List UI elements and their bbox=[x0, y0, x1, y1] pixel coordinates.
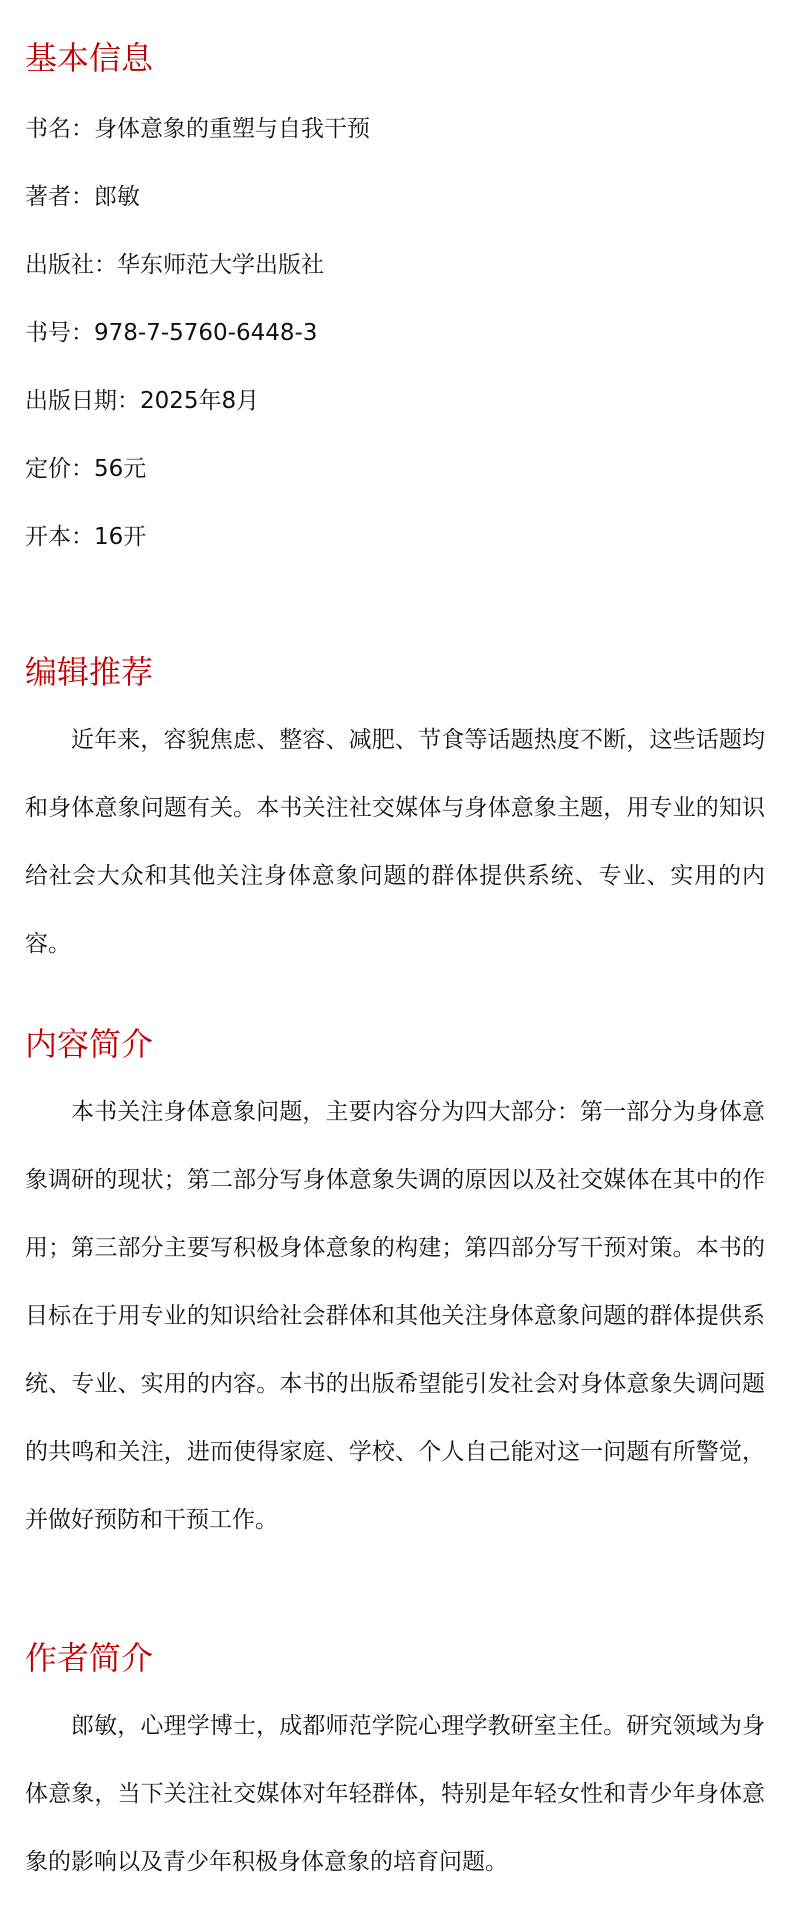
content-summary-text: 本书关注身体意象问题，主要内容分为四大部分：第一部分为身体意象调研的现状；第二部分写身体意象失调的原因以及社交媒体在其中的作用；第三部分主要写积极身体意象的构建；第四部分写干预对策。本书的目标在于用专业的知识给社会群体和其他关注身体意象问题的群体提供系统、专业、实用的内容。本书的出版希望能引发社会对身体意象失调问题的共鸣和关注，进而使得家庭、学校、个人自己能对这一问题有所警觉，并做好预防和干预工作。 bbox=[25, 1099, 765, 1533]
info-date: 出版日期：2025年8月 bbox=[25, 388, 260, 414]
info-format: 开本：16开 bbox=[25, 524, 147, 550]
info-price: 定价：56元 bbox=[25, 456, 147, 482]
content-summary-heading: 内容简介 bbox=[25, 1025, 154, 1063]
editor-recommendation-text: 近年来，容貌焦虑、整容、减肥、节食等话题热度不断，这些话题均和身体意象问题有关。本书关注社交媒体与身体意象主题，用专业的知识给社会大众和其他关注身体意象问题的群体提供系统、专业、实用的内容。 bbox=[25, 727, 765, 957]
author-intro-text: 郎敏，心理学博士，成都师范学院心理学教研室主任。研究领域为身体意象，当下关注社交媒体对年轻群体，特别是年轻女性和青少年身体意象的影响以及青少年积极身体意象的培育问题。 bbox=[25, 1713, 765, 1875]
author-intro-heading: 作者简介 bbox=[25, 1639, 154, 1677]
info-title: 书名：身体意象的重塑与自我干预 bbox=[25, 116, 370, 142]
basic-info-heading: 基本信息 bbox=[25, 39, 154, 77]
info-author: 著者：郎敏 bbox=[25, 184, 140, 210]
editor-recommendation-heading: 编辑推荐 bbox=[25, 653, 154, 691]
info-publisher: 出版社：华东师范大学出版社 bbox=[25, 252, 324, 278]
info-isbn: 书号：978-7-5760-6448-3 bbox=[25, 320, 318, 346]
